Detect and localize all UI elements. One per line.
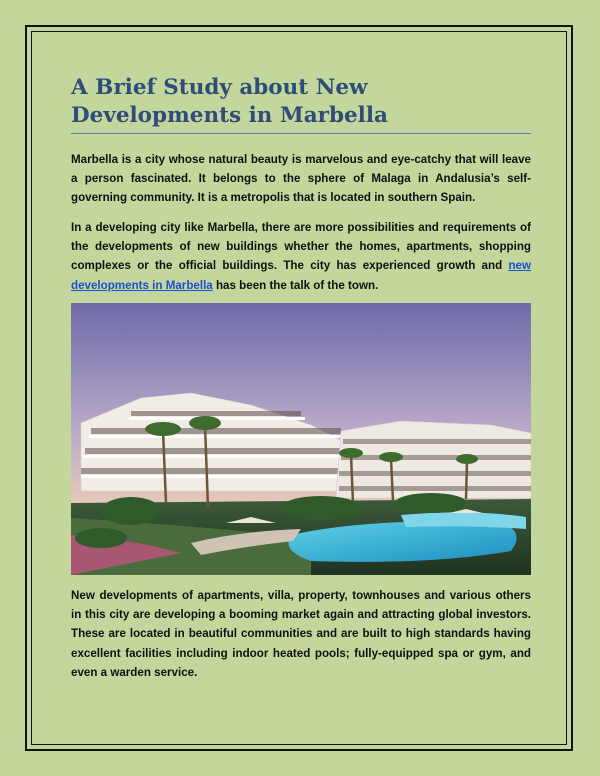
paragraph-developments-text: In a developing city like Marbella, there are more possibilities and requirements of the developments of new buildings whether the homes, apartments, shopping complexes or the official buildings. The city has experienced growth and bbox=[71, 221, 531, 273]
paragraph-developments-tail: has been the talk of the town. bbox=[212, 278, 379, 292]
paragraph-intro: Marbella is a city whose natural beauty is marvelous and eye-catchy that will leave a person fascinated. It belongs to the sphere of Malaga in Andalusia’s self-governing community. It is a metropolis that is located in southern Spain. bbox=[71, 153, 531, 205]
document-title: A Brief Study about New Developments in Marbella bbox=[71, 75, 388, 128]
marbella-development-photo bbox=[71, 303, 531, 575]
paragraph-investors: New developments of apartments, villa, property, townhouses and various others in this city are developing a booming market again and attracting global investors. These are located in beautiful communities and are built to high standards having excellent facilities including indoor heated pools; fully-equipped spa or gym, and even a warden service. bbox=[71, 589, 531, 679]
paragraph-developments bbox=[71, 218, 531, 295]
title-divider bbox=[71, 133, 531, 134]
new-developments-link[interactable]: new developments in Marbella bbox=[71, 259, 531, 292]
